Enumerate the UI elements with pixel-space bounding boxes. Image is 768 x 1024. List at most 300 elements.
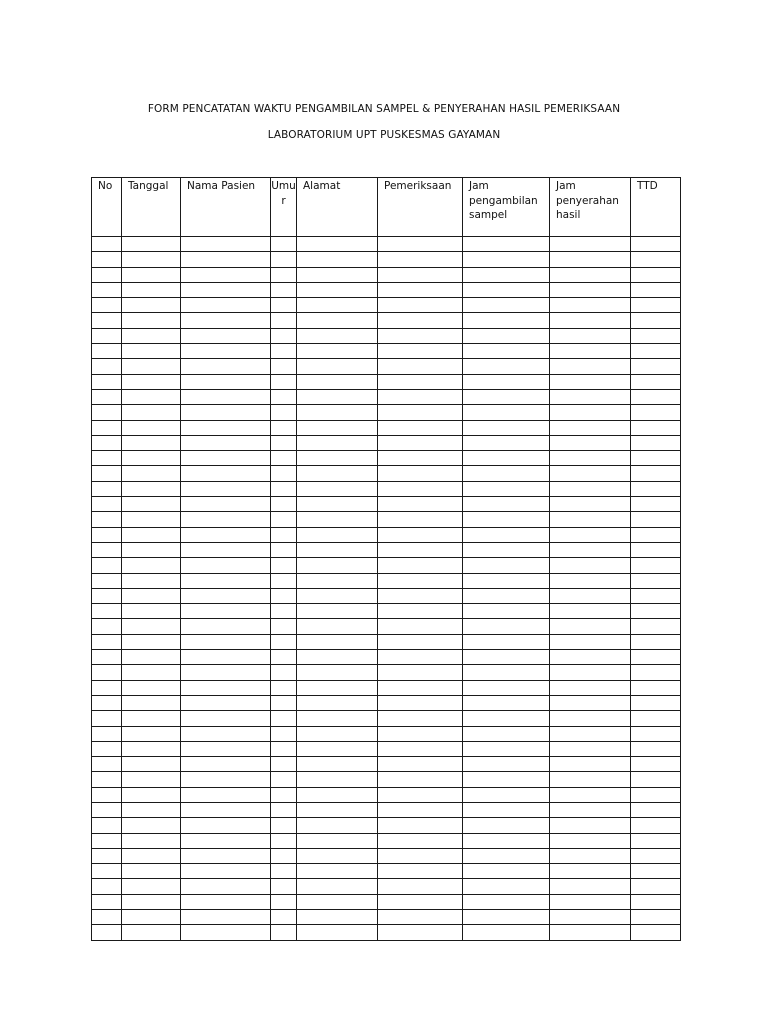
table-cell <box>181 787 271 802</box>
table-cell <box>92 604 122 619</box>
form-title: FORM PENCATATAN WAKTU PENGAMBILAN SAMPEL & PENYERAHAN HASIL PEMERIKSAAN <box>147 103 621 115</box>
table-cell <box>550 558 631 573</box>
table-cell <box>271 435 297 450</box>
table-cell <box>378 757 463 772</box>
table-row <box>92 558 681 573</box>
table-cell <box>631 711 681 726</box>
table-cell <box>463 864 550 879</box>
table-cell <box>550 848 631 863</box>
table-cell <box>122 435 181 450</box>
table-cell <box>297 680 378 695</box>
table-cell <box>92 267 122 282</box>
table-cell <box>378 741 463 756</box>
table-cell <box>122 695 181 710</box>
table-cell <box>181 405 271 420</box>
table-cell <box>631 848 681 863</box>
table-cell <box>378 695 463 710</box>
table-cell <box>122 726 181 741</box>
table-cell <box>271 451 297 466</box>
table-cell <box>122 818 181 833</box>
table-cell <box>463 573 550 588</box>
table-cell <box>181 634 271 649</box>
table-cell <box>271 818 297 833</box>
table-cell <box>297 573 378 588</box>
table-cell <box>463 757 550 772</box>
table-cell <box>631 879 681 894</box>
table-cell <box>378 573 463 588</box>
table-row <box>92 573 681 588</box>
table-cell <box>271 787 297 802</box>
table-cell <box>378 894 463 909</box>
table-cell <box>271 650 297 665</box>
table-cell <box>631 359 681 374</box>
table-cell <box>378 512 463 527</box>
table-cell <box>550 328 631 343</box>
record-table <box>91 177 681 941</box>
table-cell <box>631 512 681 527</box>
table-cell <box>631 466 681 481</box>
table-cell <box>463 848 550 863</box>
table-cell <box>378 879 463 894</box>
table-cell <box>181 466 271 481</box>
table-row <box>92 237 681 252</box>
table-cell <box>631 451 681 466</box>
table-row <box>92 481 681 496</box>
table-cell <box>550 650 631 665</box>
table-cell <box>378 451 463 466</box>
table-row <box>92 787 681 802</box>
table-cell <box>181 604 271 619</box>
table-cell <box>122 374 181 389</box>
table-body <box>92 237 681 941</box>
table-cell <box>181 726 271 741</box>
table-cell <box>181 757 271 772</box>
table-cell <box>297 267 378 282</box>
table-cell <box>378 328 463 343</box>
table-cell <box>631 497 681 512</box>
table-row <box>92 298 681 313</box>
table-cell <box>92 650 122 665</box>
table-cell <box>463 359 550 374</box>
table-cell <box>550 344 631 359</box>
table-cell <box>297 497 378 512</box>
table-cell <box>271 588 297 603</box>
table-cell <box>271 328 297 343</box>
table-cell <box>463 512 550 527</box>
table-cell <box>297 634 378 649</box>
table-cell <box>181 910 271 925</box>
table-cell <box>271 282 297 297</box>
table-cell <box>271 848 297 863</box>
table-row <box>92 344 681 359</box>
table-cell <box>181 542 271 557</box>
table-cell <box>297 864 378 879</box>
table-cell <box>181 619 271 634</box>
table-cell <box>271 757 297 772</box>
table-cell <box>463 405 550 420</box>
table-cell <box>181 818 271 833</box>
table-cell <box>271 604 297 619</box>
table-row <box>92 910 681 925</box>
table-cell <box>92 634 122 649</box>
table-row <box>92 711 681 726</box>
table-cell <box>378 833 463 848</box>
table-cell <box>271 879 297 894</box>
table-cell <box>122 420 181 435</box>
table-cell <box>181 237 271 252</box>
header-alamat: Alamat <box>297 178 378 237</box>
table-cell <box>378 604 463 619</box>
table-row <box>92 665 681 680</box>
table-cell <box>463 466 550 481</box>
table-row <box>92 466 681 481</box>
table-cell <box>631 542 681 557</box>
table-cell <box>271 802 297 817</box>
table-cell <box>297 619 378 634</box>
table-cell <box>631 267 681 282</box>
table-cell <box>463 726 550 741</box>
table-cell <box>378 359 463 374</box>
table-cell <box>92 512 122 527</box>
table-cell <box>122 604 181 619</box>
table-cell <box>378 237 463 252</box>
table-cell <box>631 237 681 252</box>
table-cell <box>463 374 550 389</box>
table-cell <box>181 374 271 389</box>
table-cell <box>297 818 378 833</box>
table-cell <box>122 665 181 680</box>
table-cell <box>463 542 550 557</box>
table-cell <box>92 542 122 557</box>
table-cell <box>378 558 463 573</box>
table-cell <box>550 680 631 695</box>
table-row <box>92 282 681 297</box>
table-cell <box>92 818 122 833</box>
table-cell <box>378 542 463 557</box>
table-cell <box>181 879 271 894</box>
table-cell <box>297 848 378 863</box>
table-cell <box>92 864 122 879</box>
table-cell <box>181 588 271 603</box>
table-cell <box>271 741 297 756</box>
table-cell <box>631 864 681 879</box>
table-cell <box>631 772 681 787</box>
table-cell <box>122 389 181 404</box>
table-cell <box>463 787 550 802</box>
table-cell <box>550 451 631 466</box>
table-cell <box>297 802 378 817</box>
table-cell <box>378 634 463 649</box>
table-cell <box>378 527 463 542</box>
table-cell <box>271 619 297 634</box>
table-cell <box>631 420 681 435</box>
table-cell <box>378 848 463 863</box>
table-cell <box>550 359 631 374</box>
table-cell <box>631 726 681 741</box>
table-cell <box>122 237 181 252</box>
table-cell <box>181 864 271 879</box>
table-cell <box>122 787 181 802</box>
table-cell <box>463 252 550 267</box>
table-cell <box>463 604 550 619</box>
table-cell <box>631 588 681 603</box>
table-cell <box>378 267 463 282</box>
table-cell <box>122 512 181 527</box>
table-cell <box>181 925 271 940</box>
table-row <box>92 313 681 328</box>
table-cell <box>378 711 463 726</box>
table-cell <box>181 389 271 404</box>
table-cell <box>92 527 122 542</box>
table-cell <box>463 497 550 512</box>
table-cell <box>271 864 297 879</box>
table-cell <box>297 466 378 481</box>
table-cell <box>271 405 297 420</box>
table-cell <box>92 466 122 481</box>
table-row <box>92 435 681 450</box>
table-row <box>92 374 681 389</box>
table-cell <box>122 466 181 481</box>
table-cell <box>297 328 378 343</box>
table-cell <box>550 634 631 649</box>
table-cell <box>463 879 550 894</box>
table-cell <box>550 833 631 848</box>
table-cell <box>463 695 550 710</box>
table-cell <box>92 420 122 435</box>
table-cell <box>297 558 378 573</box>
table-cell <box>463 267 550 282</box>
table-cell <box>463 772 550 787</box>
table-cell <box>297 435 378 450</box>
table-cell <box>122 802 181 817</box>
table-cell <box>181 695 271 710</box>
table-cell <box>378 405 463 420</box>
table-cell <box>92 237 122 252</box>
table-cell <box>631 634 681 649</box>
table-cell <box>181 328 271 343</box>
table-row <box>92 726 681 741</box>
table-cell <box>92 711 122 726</box>
table-cell <box>92 833 122 848</box>
header-umur: Umur <box>271 178 297 237</box>
table-cell <box>631 527 681 542</box>
table-cell <box>271 267 297 282</box>
table-row <box>92 451 681 466</box>
table-cell <box>181 420 271 435</box>
table-cell <box>550 787 631 802</box>
table-cell <box>181 848 271 863</box>
table-cell <box>122 267 181 282</box>
table-cell <box>181 772 271 787</box>
table-cell <box>631 298 681 313</box>
table-cell <box>122 481 181 496</box>
table-cell <box>92 282 122 297</box>
table-cell <box>122 879 181 894</box>
table-cell <box>122 405 181 420</box>
table-cell <box>181 267 271 282</box>
table-row <box>92 634 681 649</box>
table-cell <box>378 420 463 435</box>
table-row <box>92 588 681 603</box>
table-cell <box>181 435 271 450</box>
table-cell <box>463 802 550 817</box>
table-cell <box>297 298 378 313</box>
table-cell <box>631 802 681 817</box>
table-cell <box>92 359 122 374</box>
table-cell <box>297 726 378 741</box>
table-cell <box>92 558 122 573</box>
table-row <box>92 864 681 879</box>
table-cell <box>271 542 297 557</box>
table-cell <box>378 466 463 481</box>
table-cell <box>92 757 122 772</box>
table-cell <box>378 344 463 359</box>
table-cell <box>550 695 631 710</box>
table-cell <box>378 252 463 267</box>
table-cell <box>550 741 631 756</box>
table-cell <box>181 665 271 680</box>
table-row <box>92 389 681 404</box>
table-cell <box>631 604 681 619</box>
table-cell <box>463 389 550 404</box>
table-cell <box>631 695 681 710</box>
table-cell <box>297 451 378 466</box>
table-cell <box>631 313 681 328</box>
table-cell <box>181 573 271 588</box>
table-cell <box>271 772 297 787</box>
table-cell <box>378 650 463 665</box>
table-cell <box>297 604 378 619</box>
table-cell <box>550 818 631 833</box>
table-cell <box>550 313 631 328</box>
table-cell <box>378 680 463 695</box>
table-cell <box>122 451 181 466</box>
table-cell <box>297 512 378 527</box>
table-row <box>92 695 681 710</box>
table-cell <box>181 741 271 756</box>
table-cell <box>631 894 681 909</box>
table-cell <box>122 252 181 267</box>
table-row <box>92 680 681 695</box>
table-cell <box>92 741 122 756</box>
table-cell <box>92 910 122 925</box>
table-cell <box>550 420 631 435</box>
table-cell <box>631 252 681 267</box>
table-cell <box>297 650 378 665</box>
table-cell <box>92 451 122 466</box>
table-cell <box>463 680 550 695</box>
table-cell <box>271 481 297 496</box>
table-row <box>92 328 681 343</box>
table-row <box>92 650 681 665</box>
header-jam-penyerahan-hasil: Jam penyerahan hasil <box>550 178 631 237</box>
table-cell <box>271 374 297 389</box>
table-cell <box>550 879 631 894</box>
table-cell <box>463 634 550 649</box>
table-cell <box>631 680 681 695</box>
table-cell <box>297 374 378 389</box>
table-cell <box>297 741 378 756</box>
table-cell <box>463 282 550 297</box>
table-cell <box>92 298 122 313</box>
table-cell <box>463 711 550 726</box>
table-cell <box>271 573 297 588</box>
table-cell <box>463 313 550 328</box>
table-cell <box>550 864 631 879</box>
table-cell <box>297 665 378 680</box>
table-cell <box>550 894 631 909</box>
table-cell <box>92 374 122 389</box>
table-cell <box>122 313 181 328</box>
table-cell <box>631 573 681 588</box>
table-cell <box>92 252 122 267</box>
table-cell <box>297 757 378 772</box>
table-cell <box>631 558 681 573</box>
table-cell <box>92 665 122 680</box>
table-cell <box>122 558 181 573</box>
table-cell <box>378 925 463 940</box>
table-row <box>92 252 681 267</box>
table-cell <box>550 237 631 252</box>
table-cell <box>297 359 378 374</box>
table-cell <box>378 802 463 817</box>
table-cell <box>550 757 631 772</box>
table-cell <box>463 420 550 435</box>
table-cell <box>271 680 297 695</box>
table-cell <box>92 726 122 741</box>
table-cell <box>271 359 297 374</box>
table-cell <box>122 894 181 909</box>
table-cell <box>631 757 681 772</box>
table-row <box>92 512 681 527</box>
table-cell <box>92 619 122 634</box>
table-cell <box>550 435 631 450</box>
table-cell <box>181 680 271 695</box>
table-cell <box>378 772 463 787</box>
table-cell <box>181 313 271 328</box>
table-cell <box>92 328 122 343</box>
table-cell <box>463 741 550 756</box>
table-cell <box>378 389 463 404</box>
table-cell <box>92 497 122 512</box>
table-cell <box>550 665 631 680</box>
table-cell <box>378 910 463 925</box>
table-cell <box>631 741 681 756</box>
table-cell <box>271 833 297 848</box>
table-cell <box>297 481 378 496</box>
header-no: No <box>92 178 122 237</box>
table-cell <box>181 344 271 359</box>
table-cell <box>122 588 181 603</box>
table-row <box>92 925 681 940</box>
table-row <box>92 757 681 772</box>
table-cell <box>122 573 181 588</box>
table-cell <box>550 481 631 496</box>
table-cell <box>550 282 631 297</box>
table-cell <box>271 512 297 527</box>
table-cell <box>550 542 631 557</box>
header-ttd: TTD <box>631 178 681 237</box>
table-row <box>92 772 681 787</box>
table-cell <box>463 298 550 313</box>
table-cell <box>92 802 122 817</box>
table-cell <box>463 650 550 665</box>
table-cell <box>378 619 463 634</box>
table-cell <box>92 879 122 894</box>
table-cell <box>378 787 463 802</box>
table-cell <box>122 359 181 374</box>
table-cell <box>463 894 550 909</box>
